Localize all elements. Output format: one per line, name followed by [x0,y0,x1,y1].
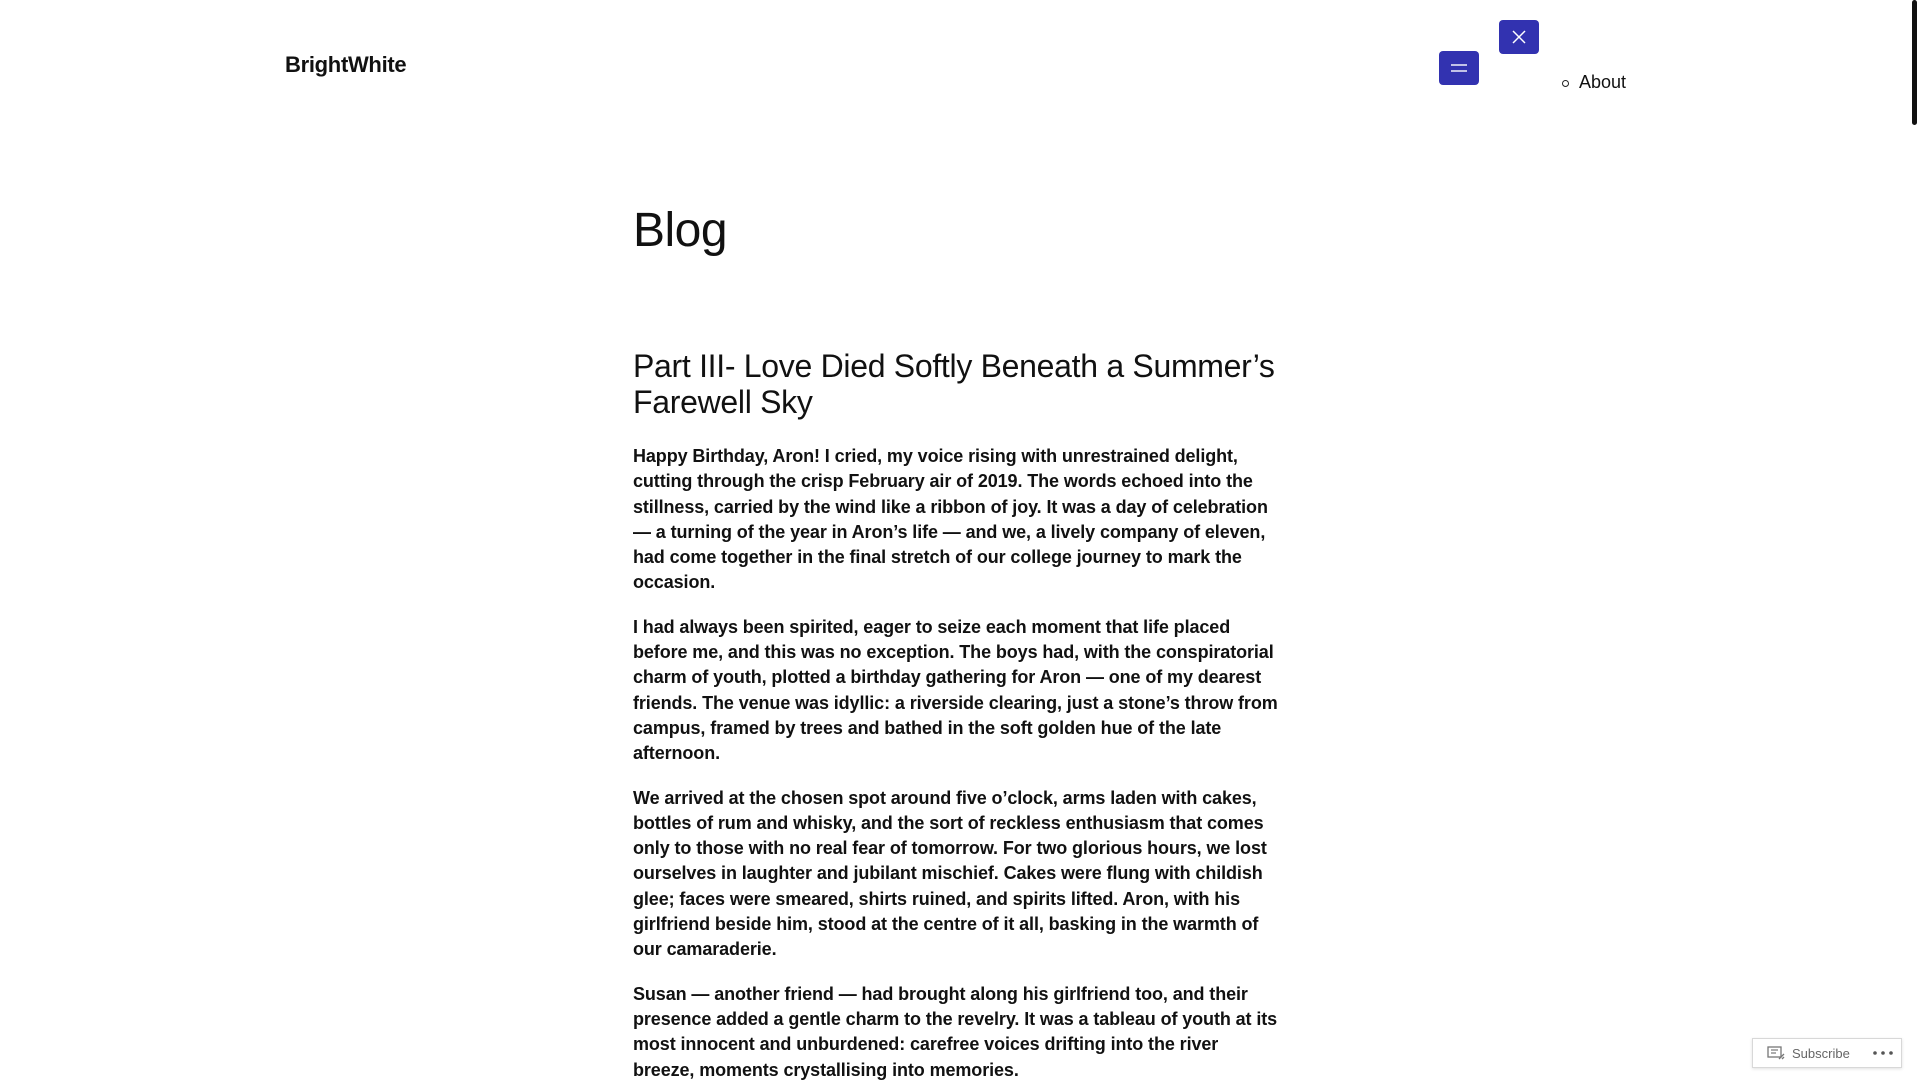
scrollbar[interactable] [1912,0,1917,125]
blog-post [633,348,1283,1080]
ellipsis-icon[interactable] [1863,1051,1893,1055]
post-paragraph: We arrived at the chosen spot around five o’clock, arms laden with cakes, bottles of rum and whisky, and the sort of reckless enthusiasm that comes only to those with no real fear of tomorrow. For two glorious hours, we lost ourselves in laughter and jubilant mischief. Cakes were flung with childish glee; faces were smeared, shirts ruined, and spirits lifted. Aron, with his girlfriend beside him, stood at the centre of it all, basking in the warmth of our camaraderie. [633,787,1267,960]
menu-open-button[interactable] [1439,51,1479,85]
subscribe-label: Subscribe [1792,1045,1850,1061]
post-paragraph: I had always been spirited, eager to seize each moment that life placed before me, and this was no exception. The boys had, with the conspiratorial charm of youth, plotted a birthday gathering for Aron — one of my dearest friends. The venue was idyllic: a riverside clearing, just a stone’s throw from campus, framed by trees and bathed in the soft golden hue of the late afternoon. [633,616,1278,764]
menu-icon [1450,63,1468,73]
subscribe-bar [1752,1038,1902,1068]
menu-close-button[interactable] [1499,20,1539,54]
page-title: Blog [633,204,728,257]
nav-link-about[interactable]: About [1579,72,1627,92]
list-bullet [1562,80,1569,87]
site-title[interactable]: BrightWhite [285,52,407,77]
post-paragraph: Happy Birthday, Aron! I cried, my voice rising with unrestrained delight, cutting through the crisp February air of 2019. The words echoed into the stillness, carried by the wind like a ribbon of joy. It was a day of celebration — a turning of the year in Aron’s life — and we, a lively company of eleven, had come together in the final stretch of our college journey to mark the occasion. [633,446,1268,593]
nav-menu [1562,72,1626,93]
subscribe-button[interactable] [1767,1046,1850,1061]
close-icon [1511,29,1527,45]
reader-icon [1767,1046,1785,1060]
post-paragraph: Susan — another friend — had brought along his girlfriend too, and their presence added a gentle charm to the revelry. It was a tableau of youth at its most innocent and unburdened: carefree voices drifting into the river breeze, moments crystallising into memories. [633,983,1278,1080]
post-title[interactable]: Part III- Love Died Softly Beneath a Summer’s Farewell Sky [633,348,1275,420]
nav-item-about [1562,72,1626,93]
